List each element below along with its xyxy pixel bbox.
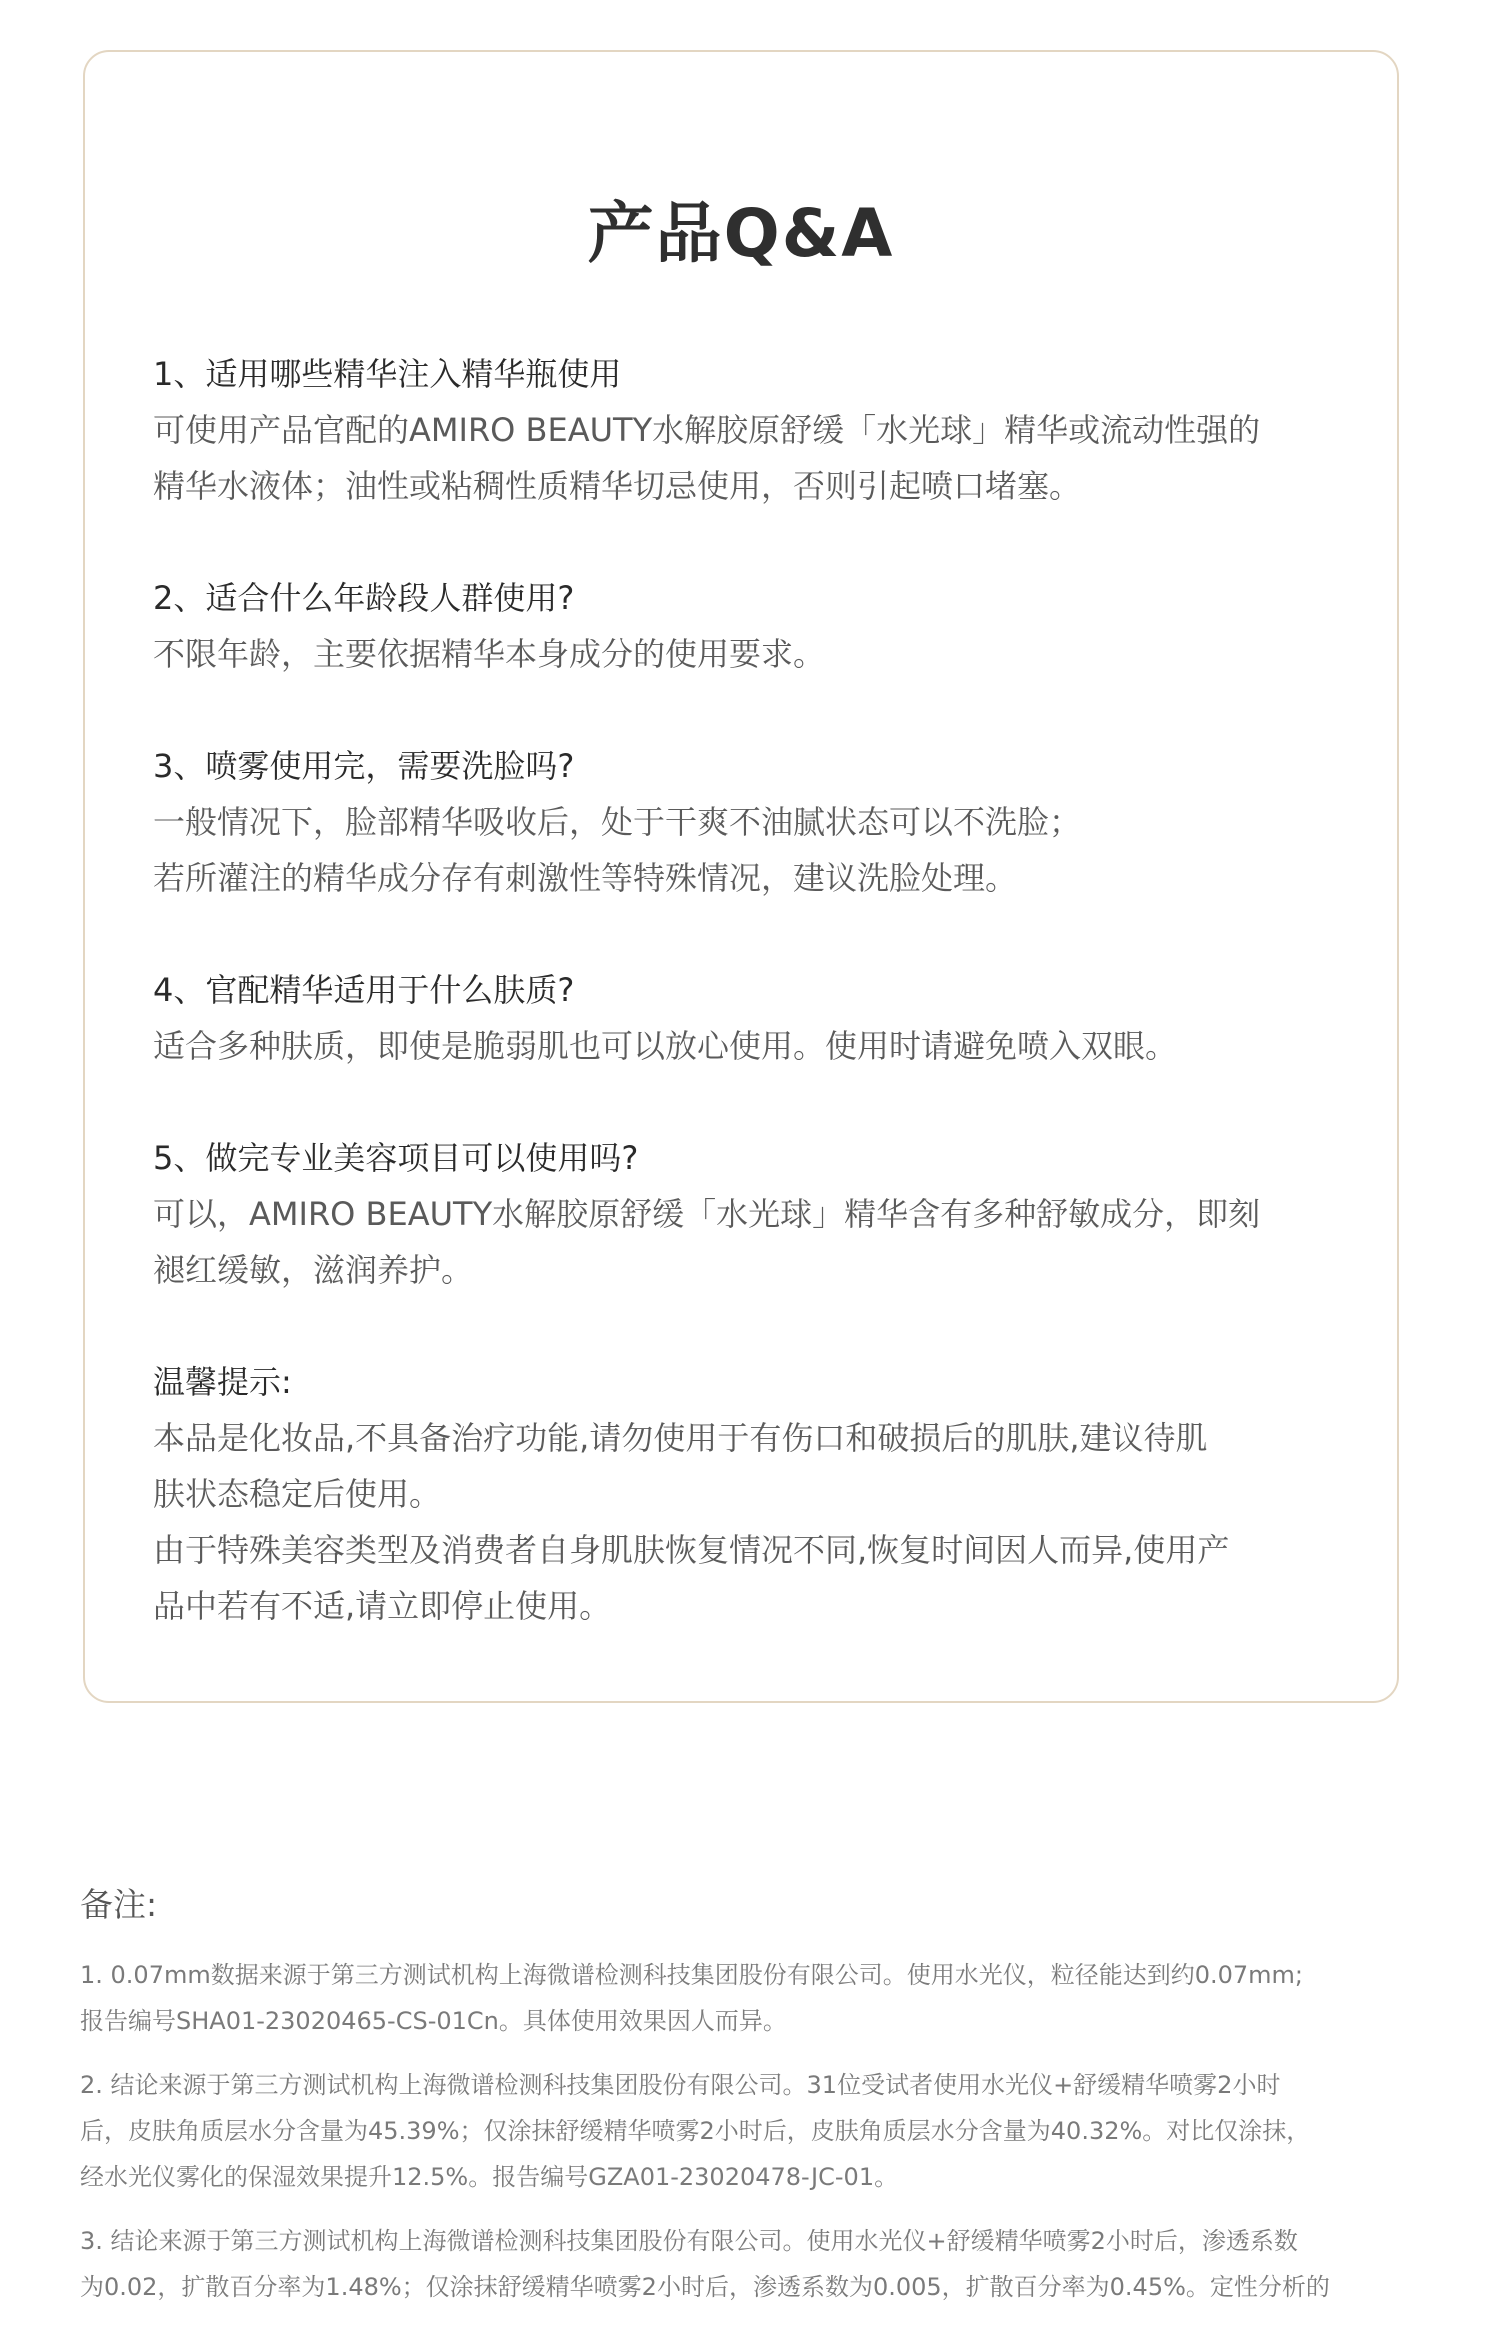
note-item [80, 1952, 1420, 2044]
notes-heading: 备注: [80, 1885, 158, 1924]
qa-answer-line: 可以，AMIRO BEAUTY水解胶原舒缓「水光球」精华含有多种舒敏成分，即刻 [153, 1195, 1261, 1233]
tips-line: 本品是化妆品,不具备治疗功能,请勿使用于有伤口和破损后的肌肤,建议待肌 [153, 1419, 1208, 1457]
tips-line: 肤状态稳定后使用。 [153, 1475, 442, 1513]
note-item [80, 2062, 1420, 2200]
tips-line: 品中若有不适,请立即停止使用。 [153, 1587, 612, 1625]
note-line: 3. 结论来源于第三方测试机构上海微谱检测科技集团股份有限公司。使用水光仪+舒缓精华喷雾2小时后，渗透系数 [80, 2227, 1298, 2255]
qa-answer-line: 不限年龄，主要依据精华本身成分的使用要求。 [153, 635, 826, 673]
qa-answer-line: 一般情况下，脸部精华吸收后，处于干爽不油腻状态可以不洗脸； [153, 803, 1082, 841]
qa-title: 产品Q&A [587, 195, 895, 272]
qa-question: 5、做完专业美容项目可以使用吗? [153, 1139, 639, 1177]
qa-question: 1、适用哪些精华注入精华瓶使用 [153, 355, 622, 393]
qa-question: 3、喷雾使用完，需要洗脸吗? [153, 747, 575, 785]
qa-question: 4、官配精华适用于什么肤质? [153, 971, 575, 1009]
qa-list [153, 346, 1333, 1690]
qa-item [153, 1130, 1333, 1298]
note-line: 经水光仪雾化的保湿效果提升12.5%。报告编号GZA01-23020478-JC-01。 [80, 2163, 899, 2191]
qa-answer-line: 褪红缓敏，滋润养护。 [153, 1251, 474, 1289]
note-line: 为0.02，扩散百分率为1.48%；仅涂抹舒缓精华喷雾2小时后，渗透系数为0.005，扩散百分率为0.45%。定性分析的 [80, 2273, 1330, 2301]
tips-block [153, 1354, 1333, 1634]
qa-answer-line: 精华水液体；油性或粘稠性质精华切忌使用，否则引起喷口堵塞。 [153, 467, 1082, 505]
note-line: 报告编号SHA01-23020465-CS-01Cn。具体使用效果因人而异。 [80, 2007, 787, 2035]
qa-card [83, 50, 1399, 1703]
qa-item [153, 962, 1333, 1074]
qa-item [153, 346, 1333, 514]
qa-item [153, 738, 1333, 906]
qa-answer-line: 可使用产品官配的AMIRO BEAUTY水解胶原舒缓「水光球」精华或流动性强的 [153, 411, 1261, 449]
tips-line: 由于特殊美容类型及消费者自身肌肤恢复情况不同,恢复时间因人而异,使用产 [153, 1531, 1230, 1569]
qa-question: 2、适合什么年龄段人群使用? [153, 579, 575, 617]
qa-answer-line: 若所灌注的精华成分存有刺激性等特殊情况，建议洗脸处理。 [153, 859, 1018, 897]
note-line: 后，皮肤角质层水分含量为45.39%；仅涂抹舒缓精华喷雾2小时后，皮肤角质层水分含量为40.32%。对比仅涂抹， [80, 2117, 1311, 2145]
qa-answer-line: 适合多种肤质，即使是脆弱肌也可以放心使用。使用时请避免喷入双眼。 [153, 1027, 1178, 1065]
note-item [80, 2218, 1420, 2310]
note-line: 2. 结论来源于第三方测试机构上海微谱检测科技集团股份有限公司。31位受试者使用水光仪+舒缓精华喷雾2小时 [80, 2071, 1281, 2099]
tips-heading: 温馨提示: [153, 1363, 292, 1401]
notes-section [80, 1880, 1420, 2328]
qa-item [153, 570, 1333, 682]
note-line: 1. 0.07mm数据来源于第三方测试机构上海微谱检测科技集团股份有限公司。使用水光仪，粒径能达到约0.07mm; [80, 1961, 1304, 1989]
